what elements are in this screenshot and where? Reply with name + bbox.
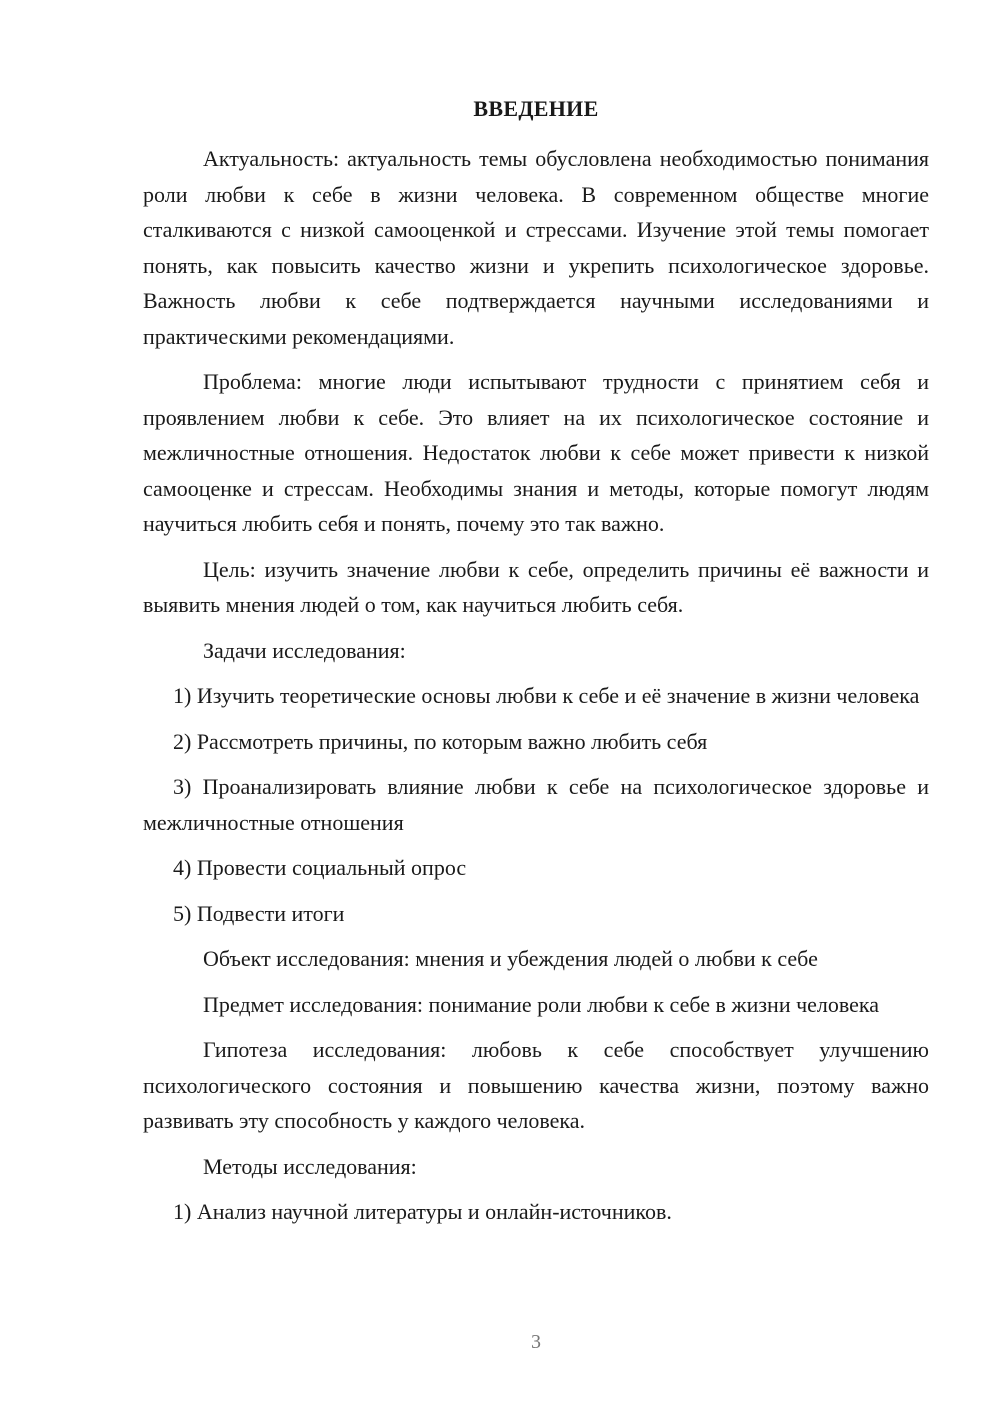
task-item: 4) Провести социальный опрос bbox=[173, 855, 467, 880]
page-number: 3 bbox=[531, 1331, 541, 1353]
tasks-heading: Задачи исследования: bbox=[203, 637, 406, 663]
hypothesis-paragraph: Гипотеза исследования: любовь к себе способствует улучшению психологического состояния и повышению качества жизни, поэтому важно развивать эту способность у каждого человека. bbox=[143, 1037, 929, 1133]
task-item: 1) Изучить теоретические основы любви к себе и её значение в жизни человека bbox=[173, 683, 920, 708]
task-item: 5) Подвести итоги bbox=[173, 900, 345, 926]
task-item: 2) Рассмотреть причины, по которым важно любить себя bbox=[173, 728, 708, 754]
methods-heading: Методы исследования: bbox=[203, 1153, 417, 1179]
subject-paragraph: Предмет исследования: понимание роли любви к себе в жизни человека bbox=[203, 991, 880, 1017]
document-page bbox=[143, 0, 929, 1414]
task-item: 3) Проанализировать влияние любви к себе на психологическое здоровье и межличностные отношения bbox=[143, 774, 929, 835]
document-body bbox=[143, 141, 929, 1240]
goal-paragraph: Цель: изучить значение любви к себе, определить причины её важности и выявить мнения людей о том, как научиться любить себя. bbox=[143, 556, 929, 617]
problem-paragraph: Проблема: многие люди испытывают трудности с принятием себя и проявлением любви к себе. Это влияет на их психологическое состояние и межличностные отношения. Недостаток любви к себе может привести к низкой самооценке и стрессам. Необходимы знания и методы, которые помогут людям научиться любить себя и понять, почему это так важно. bbox=[143, 369, 929, 536]
method-item: 1) Анализ научной литературы и онлайн-источников. bbox=[173, 1199, 672, 1224]
relevance-paragraph: Актуальность: актуальность темы обусловлена необходимостью понимания роли любви к себе в жизни человека. В современном обществе многие сталкиваются с низкой самооценкой и стрессами. Изучение этой темы помогает понять, как повысить качество жизни и укрепить психологическое здоровье. Важность любви к себе подтверждается научными исследованиями и практическими рекомендациями. bbox=[143, 146, 929, 349]
object-paragraph: Объект исследования: мнения и убеждения людей о любви к себе bbox=[203, 946, 818, 971]
page-title: ВВЕДЕНИЕ bbox=[473, 96, 599, 121]
